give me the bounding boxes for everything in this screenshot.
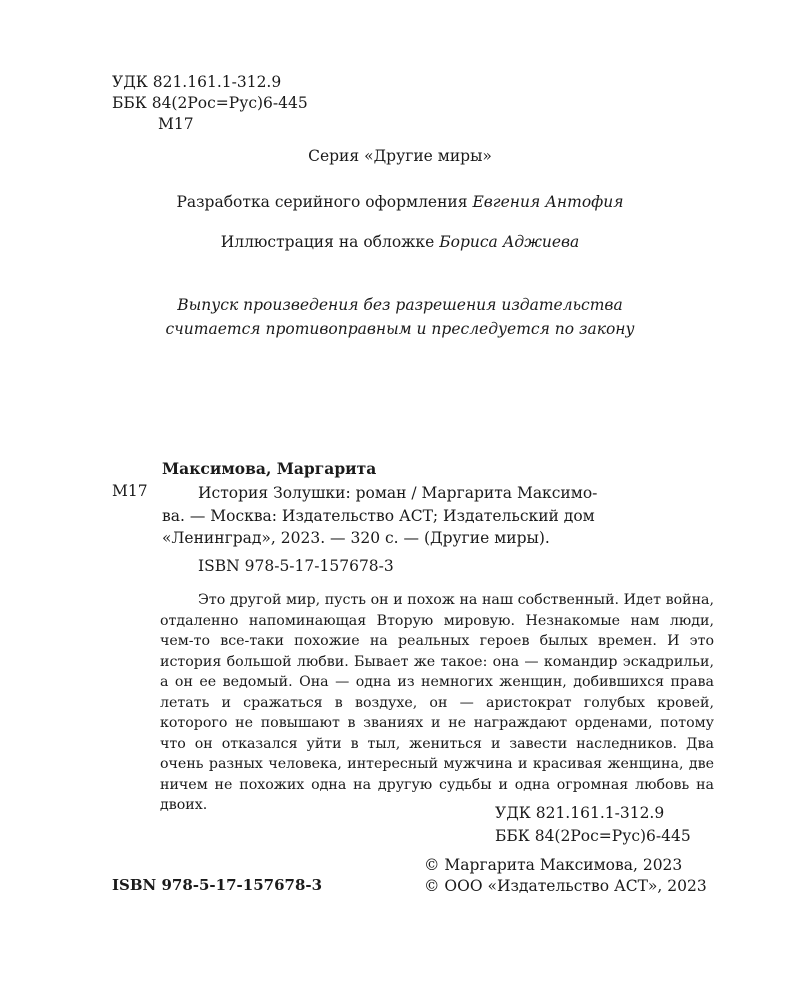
udk-code-bottom: УДК 821.161.1-312.9: [495, 804, 665, 822]
copyright-warning: [0, 293, 800, 341]
classification-codes-bottom: [495, 802, 691, 847]
bibliographic-line-2: ва. — Москва: Издательство АСТ; Издательский дом: [162, 506, 595, 525]
warning-line-1: Выпуск произведения без разрешения издательства: [177, 296, 623, 314]
bibliographic-record: [162, 482, 597, 550]
cover-illustration-credit: [0, 233, 800, 251]
classification-codes-top: [112, 72, 308, 135]
isbn-bottom: ISBN 978-5-17-157678-3: [112, 876, 323, 894]
bibliographic-author: Максимова, Маргарита: [162, 459, 377, 478]
book-annotation: Это другой мир, пусть он и похож на наш собственный. Идет война, отдаленно напоминающая Вторую мировую. Незнакомые нам люди, чем-то все-таки похожие на реальных героев былых времен. И это история большой любви. Бывает же такое: она — командир эскадрильи, а он ее ведомый. Она — одна из немногих женщин, добившихся права летать и сражаться в воздухе, он — аристократ голубых кровей, которого не повышают в званиях и не награждают орденами, потому что он отказался уйти в тыл, жениться и завести наследников. Два очень разных человека, интересный мужчина и красивая женщина, две ничем не похожих одна на другую судьбы и одна огромная любовь на двоих.: [160, 592, 714, 813]
copyright-notice: [424, 855, 707, 897]
isbn-record: ISBN 978-5-17-157678-3: [198, 557, 394, 575]
copyright-publisher: © ООО «Издательство АСТ», 2023: [424, 877, 707, 895]
illustration-credit-name: Бориса Аджиева: [439, 233, 580, 251]
bbk-code-bottom: ББК 84(2Рос=Рус)6-445: [495, 826, 691, 845]
bibliographic-line-1: История Золушки: роман / Маргарита Максимо-: [198, 484, 598, 502]
series-title: Серия «Другие миры»: [308, 147, 492, 165]
illustration-credit-label: Иллюстрация на обложке: [220, 233, 440, 251]
bibliographic-line-3: «Ленинград», 2023. — 320 с. — (Другие миры).: [162, 529, 550, 547]
series-design-credit: [0, 193, 800, 211]
copyright-author: © Маргарита Максимова, 2023: [424, 856, 683, 874]
design-credit-label: Разработка серийного оформления: [176, 193, 473, 211]
design-credit-name: Евгения Антофия: [472, 193, 624, 211]
bibliographic-author-mark: М17: [112, 482, 148, 500]
udk-code: УДК 821.161.1-312.9: [112, 73, 282, 91]
warning-line-2: считается противоправным и преследуется по закону: [165, 320, 635, 338]
bbk-code: ББК 84(2Рос=Рус)6-445: [112, 94, 308, 112]
author-mark: М17: [158, 115, 194, 133]
